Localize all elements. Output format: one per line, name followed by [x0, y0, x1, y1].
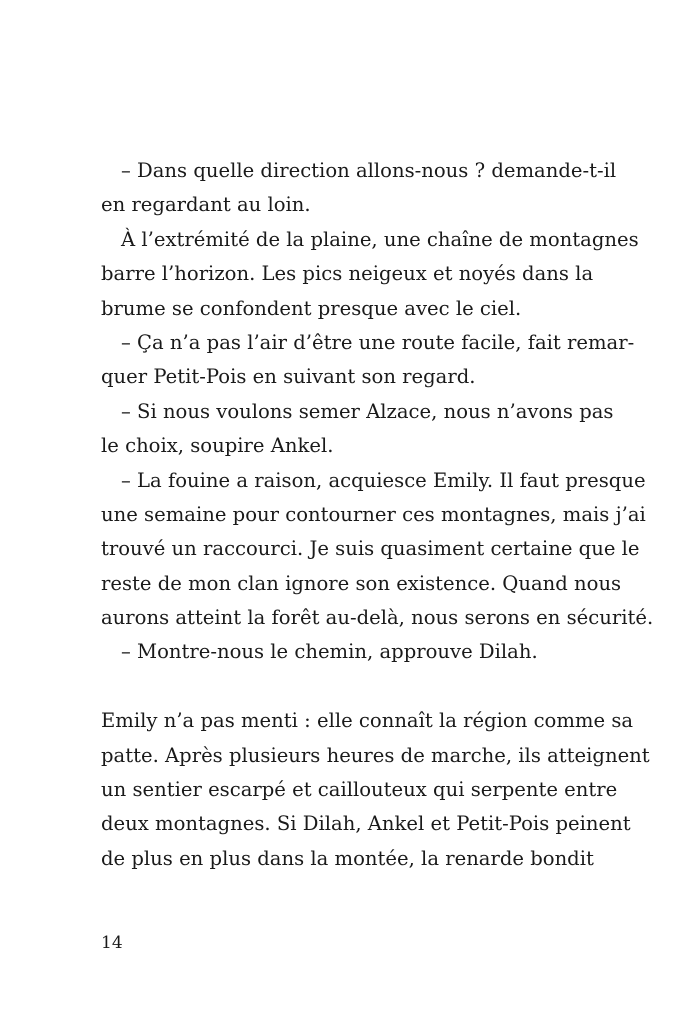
text-line: quer Petit-Pois en suivant son regard. [101, 365, 476, 389]
text-line: deux montagnes. Si Dilah, Ankel et Petit-Pois peinent [101, 812, 631, 836]
paragraph [101, 154, 617, 223]
page-text-block [101, 154, 654, 876]
text-line: – Ça n’a pas l’air d’être une route facile, fait remar- [121, 330, 635, 354]
paragraph [101, 635, 585, 669]
paragraph [101, 395, 614, 464]
page-number: 14 [101, 933, 123, 953]
text-line: barre l’horizon. Les pics neigeux et noyés dans la [101, 262, 594, 286]
text-line: – La fouine a raison, acquiesce Emily. Il faut presque [121, 468, 646, 492]
text-line: aurons atteint la forêt au-delà, nous serons en sécurité. [101, 606, 654, 630]
paragraph [101, 326, 635, 395]
text-line: patte. Après plusieurs heures de marche, ils atteignent [101, 743, 650, 767]
text-line: – Montre-nous le chemin, approuve Dilah. [121, 640, 538, 664]
text-line: – Si nous voulons semer Alzace, nous n’avons pas [121, 399, 614, 423]
text-line: le choix, soupire Ankel. [101, 434, 334, 458]
paragraph [101, 464, 654, 636]
text-line: en regardant au loin. [101, 193, 311, 217]
text-line: reste de mon clan ignore son existence. Quand nous [101, 571, 622, 595]
text-line: À l’extrémité de la plaine, une chaîne de montagnes [121, 227, 639, 251]
text-line: Emily n’a pas menti : elle connaît la région comme sa [101, 709, 634, 733]
text-line: un sentier escarpé et caillouteux qui serpente entre [101, 778, 618, 802]
text-line: de plus en plus dans la montée, la renarde bondit [101, 846, 594, 870]
text-line: – Dans quelle direction allons-nous ? demande-t-il [121, 159, 617, 182]
paragraph [101, 223, 639, 326]
paragraph [101, 704, 650, 876]
section-break [101, 670, 585, 704]
text-line: brume se confondent presque avec le ciel. [101, 296, 522, 320]
text-line: une semaine pour contourner ces montagnes, mais j’ai [101, 502, 646, 526]
text-line: trouvé un raccourci. Je suis quasiment certaine que le [101, 537, 640, 561]
